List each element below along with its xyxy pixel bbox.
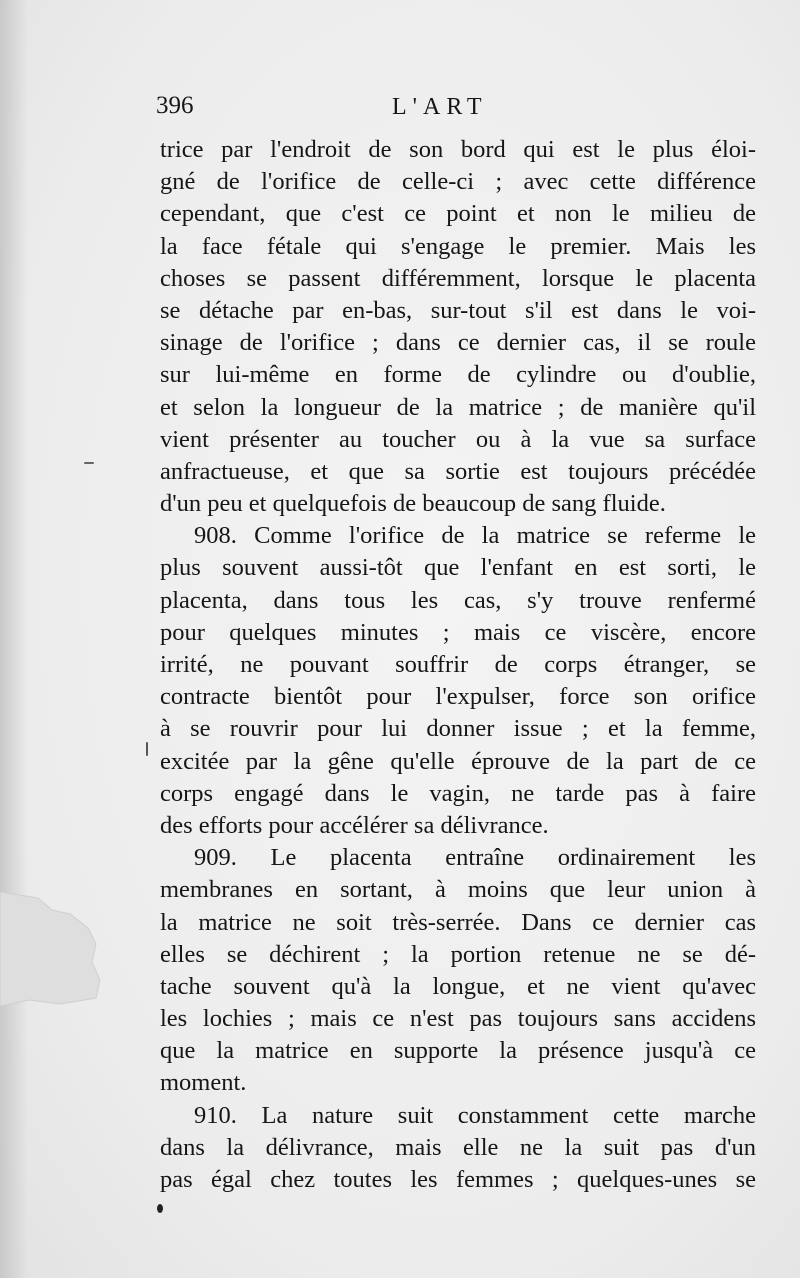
- text-line: choses se passent différemment, lorsque le placenta: [160, 264, 756, 292]
- text-line: anfractueuse, et que sa sortie est toujours précédée: [160, 457, 756, 485]
- text-line: que la matrice en supporte la présence jusqu'à ce: [160, 1037, 756, 1065]
- text-line: sur lui-même en forme de cylindre ou d'oublie,: [160, 361, 756, 389]
- text-line: membranes en sortant, à moins que leur union à: [160, 876, 756, 904]
- text-line: dans la délivrance, mais elle ne la suit pas d'un: [160, 1133, 756, 1161]
- text-line: et selon la longueur de la matrice ; de manière qu'il: [160, 393, 756, 421]
- running-head: L'ART: [392, 94, 488, 120]
- text-line: contracte bientôt pour l'expulser, force son orifice: [160, 683, 756, 711]
- text-line: vient présenter au toucher ou à la vue sa surface: [160, 425, 756, 453]
- paragraph-910-start: 910. La nature suit constamment cette marche: [194, 1101, 756, 1129]
- paragraph-908-start: 908. Comme l'orifice de la matrice se referme le: [194, 522, 756, 550]
- text-line: à se rouvrir pour lui donner issue ; et la femme,: [160, 715, 756, 743]
- text-line: elles se déchirent ; la portion retenue ne se dé-: [160, 940, 756, 968]
- page-number: 396: [156, 92, 194, 119]
- text-line: plus souvent aussi-tôt que l'enfant en est sorti, le: [160, 554, 756, 582]
- text-line: corps engagé dans le vagin, ne tarde pas à faire: [160, 779, 756, 807]
- text-line: se détache par en-bas, sur-tout s'il est dans le voi-: [160, 296, 756, 324]
- torn-corner-mark: [0, 892, 120, 1012]
- text-line: sinage de l'orifice ; dans ce dernier cas, il se roule: [160, 329, 756, 357]
- ink-speck: [157, 1204, 163, 1213]
- text-line: la face fétale qui s'engage le premier. Mais les: [160, 232, 756, 260]
- text-line: cependant, que c'est ce point et non le milieu de: [160, 200, 756, 228]
- text-line: les lochies ; mais ce n'est pas toujours sans accidens: [160, 1005, 756, 1033]
- text-line: trice par l'endroit de son bord qui est le plus éloi-: [160, 136, 756, 163]
- ink-speck: [146, 742, 148, 756]
- paragraph-909-start: 909. Le placenta entraîne ordinairement les: [194, 844, 756, 872]
- text-line: excitée par la gêne qu'elle éprouve de la part de ce: [160, 747, 756, 775]
- text-line: des efforts pour accélérer sa délivrance.: [160, 811, 549, 839]
- text-line: irrité, ne pouvant souffrir de corps étranger, se: [160, 651, 756, 678]
- text-line: moment.: [160, 1069, 247, 1097]
- ink-speck: [84, 462, 94, 464]
- page-header: [156, 92, 756, 132]
- page-edge-shadow: [0, 0, 28, 1278]
- text-line: d'un peu et quelquefois de beaucoup de sang fluide.: [160, 490, 666, 518]
- text-line: tache souvent qu'à la longue, et ne vient qu'avec: [160, 972, 756, 1000]
- text-line: gné de l'orifice de celle-ci ; avec cette différence: [160, 168, 756, 196]
- body-text: [160, 134, 756, 1196]
- text-line: pas égal chez toutes les femmes ; quelques-unes se: [160, 1166, 756, 1193]
- text-line: la matrice ne soit très-serrée. Dans ce dernier cas: [160, 908, 756, 936]
- text-line: placenta, dans tous les cas, s'y trouve renfermé: [160, 586, 756, 614]
- text-line: pour quelques minutes ; mais ce viscère, encore: [160, 618, 756, 646]
